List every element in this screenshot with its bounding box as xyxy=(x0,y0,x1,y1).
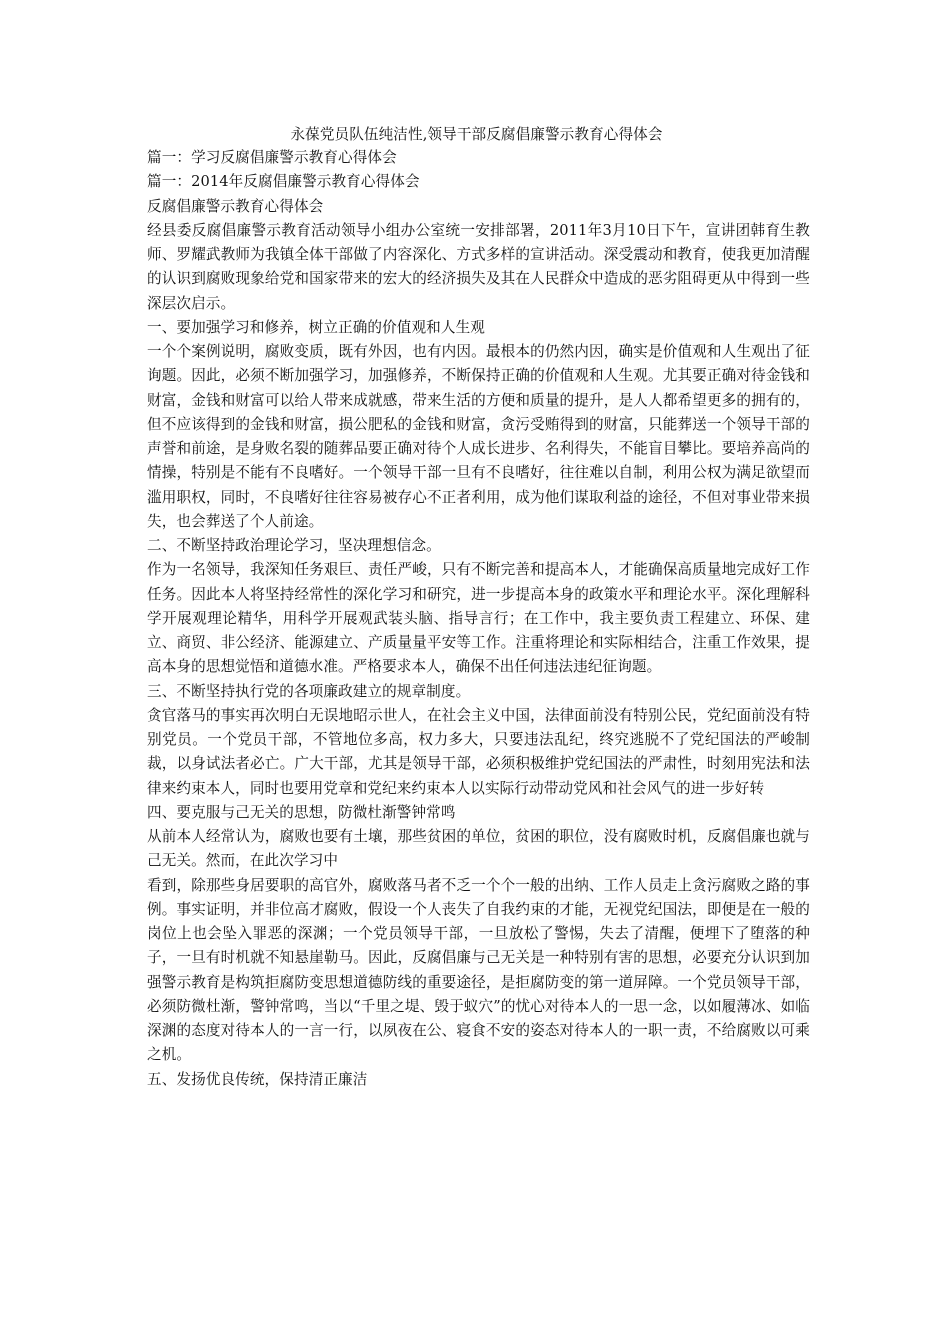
section-heading-4: 四、要克服与己无关的思想，防微杜渐警钟常鸣 xyxy=(147,803,456,821)
document-title: 永葆党员队伍纯洁性,领导干部反腐倡廉警示教育心得体会 xyxy=(290,126,663,143)
paragraph-4b: 看到，除那些身居要职的高官外，腐败落马者不乏一个个一般的出纳、工作人员走上贪污腐败之路的事例。事实证明，并非位高才腐败，假设一个人丧失了自我约束的才能，无视党纪国法，即便是在一般的岗位上也会坠入罪恶的深渊；一个党员领导干部，一旦放松了警惕，失去了清醒，便埋下了堕落的种子，一旦有时机就不知悬崖勒马。因此，反腐倡廉与己无关是一种特别有害的思想，必要充分认识到加强警示教育是构筑拒腐防变思想道德防线的重要途径，是拒腐防变的第一道屏障。一个党员领导干部，必须防微杜渐，警钟常鸣，当以“千里之堤、毁于蚁穴”的忧心对待本人的一思一念，以如履薄冰、如临深渊的态度对待本人的一言一行，以夙夜在公、寝食不安的姿态对待本人的一职一责，不给腐败以可乘之机。 xyxy=(147,876,810,1064)
paragraph-4a: 从前本人经常认为，腐败也要有土壤，那些贫困的单位，贫困的职位，没有腐败时机，反腐倡廉也就与己无关。然而，在此次学习中 xyxy=(147,828,810,870)
paragraph-3: 贪官落马的事实再次明白无误地昭示世人，在社会主义中国，法律面前没有特别公民，党纪面前没有特别党员。一个党员干部，不管地位多高，权力多大，只要违法乱纪，终究逃脱不了党纪国法的严峻制裁，以身试法者必亡。广大干部，尤其是领导干部，必须积极维护党纪国法的严肃性，时刻用宪法和法律来约束本人，同时也要用党章和党纪来约束本人以实际行动带动党风和社会风气的进一步好转 xyxy=(147,706,810,797)
section-heading-3: 三、不断坚持执行党的各项廉政建立的规章制度。 xyxy=(147,682,471,700)
paragraph-intro: 经县委反腐倡廉警示教育活动领导小组办公室统一安排部署，2011年3月10日下午，宣讲团韩育生教师、罗耀武教师为我镇全体干部做了内容深化、方式多样的宣讲活动。深受震动和教育，使我更加清醒的认识到腐败现象给党和国家带来的宏大的经济损失及其在人民群众中造成的恶劣阻碍更从中得到一些深层次启示。 xyxy=(147,221,810,312)
section-heading-2: 二、不断坚持政治理论学习，坚决理想信念。 xyxy=(147,537,441,554)
document-page xyxy=(143,124,810,1092)
paragraph-2: 作为一名领导，我深知任务艰巨、责任严峻，只有不断完善和提高本人，才能确保高质量地完成好工作任务。因此本人将坚持经常性的深化学习和研究，进一步提高本身的政策水平和理论水平。深化理解科学开展观理论精华，用科学开展观武装头脑、指导言行；在工作中，我主要负责工程建立、环保、建立、商贸、非公经济、能源建立、产质量量平安等工作。注重将理论和实际相结合，注重工作效果，提高本身的思想觉悟和道德水准。严格要求本人，确保不出任何违法违纪征询题。 xyxy=(147,561,810,676)
subtitle-line-1: 篇一：学习反腐倡廉警示教育心得体会 xyxy=(147,149,397,166)
subtitle-line-3: 反腐倡廉警示教育心得体会 xyxy=(147,197,324,215)
section-heading-1: 一、要加强学习和修养，树立正确的价值观和人生观 xyxy=(147,318,485,336)
section-heading-5: 五、发扬优良传统，保持清正廉洁 xyxy=(147,1070,368,1088)
paragraph-1: 一个个案例说明，腐败变质，既有外因，也有内因。最根本的仍然内因，确实是价值观和人生观出了征询题。因此，必须不断加强学习，加强修养，不断保持正确的价值观和人生观。尤其要正确对待金钱和财富，金钱和财富可以给人带来成就感，带来生活的方便和质量的提升，是人人都希望更多的拥有的，但不应该得到的金钱和财富，损公肥私的金钱和财富，贪污受贿得到的财富，只能葬送一个领导干部的声誉和前途，是身败名裂的随葬品要正确对待个人成长进步、名利得失，不能盲目攀比。要培养高尚的情操，特别是不能有不良嗜好。一个领导干部一旦有不良嗜好，往往难以自制，利用公权为满足欲望而滥用职权，同时，不良嗜好往往容易被存心不正者利用，成为他们谋取利益的途径，不但对事业带来损失，也会葬送了个人前途。 xyxy=(147,343,810,530)
subtitle-line-2: 篇一：2014年反腐倡廉警示教育心得体会 xyxy=(147,173,420,191)
